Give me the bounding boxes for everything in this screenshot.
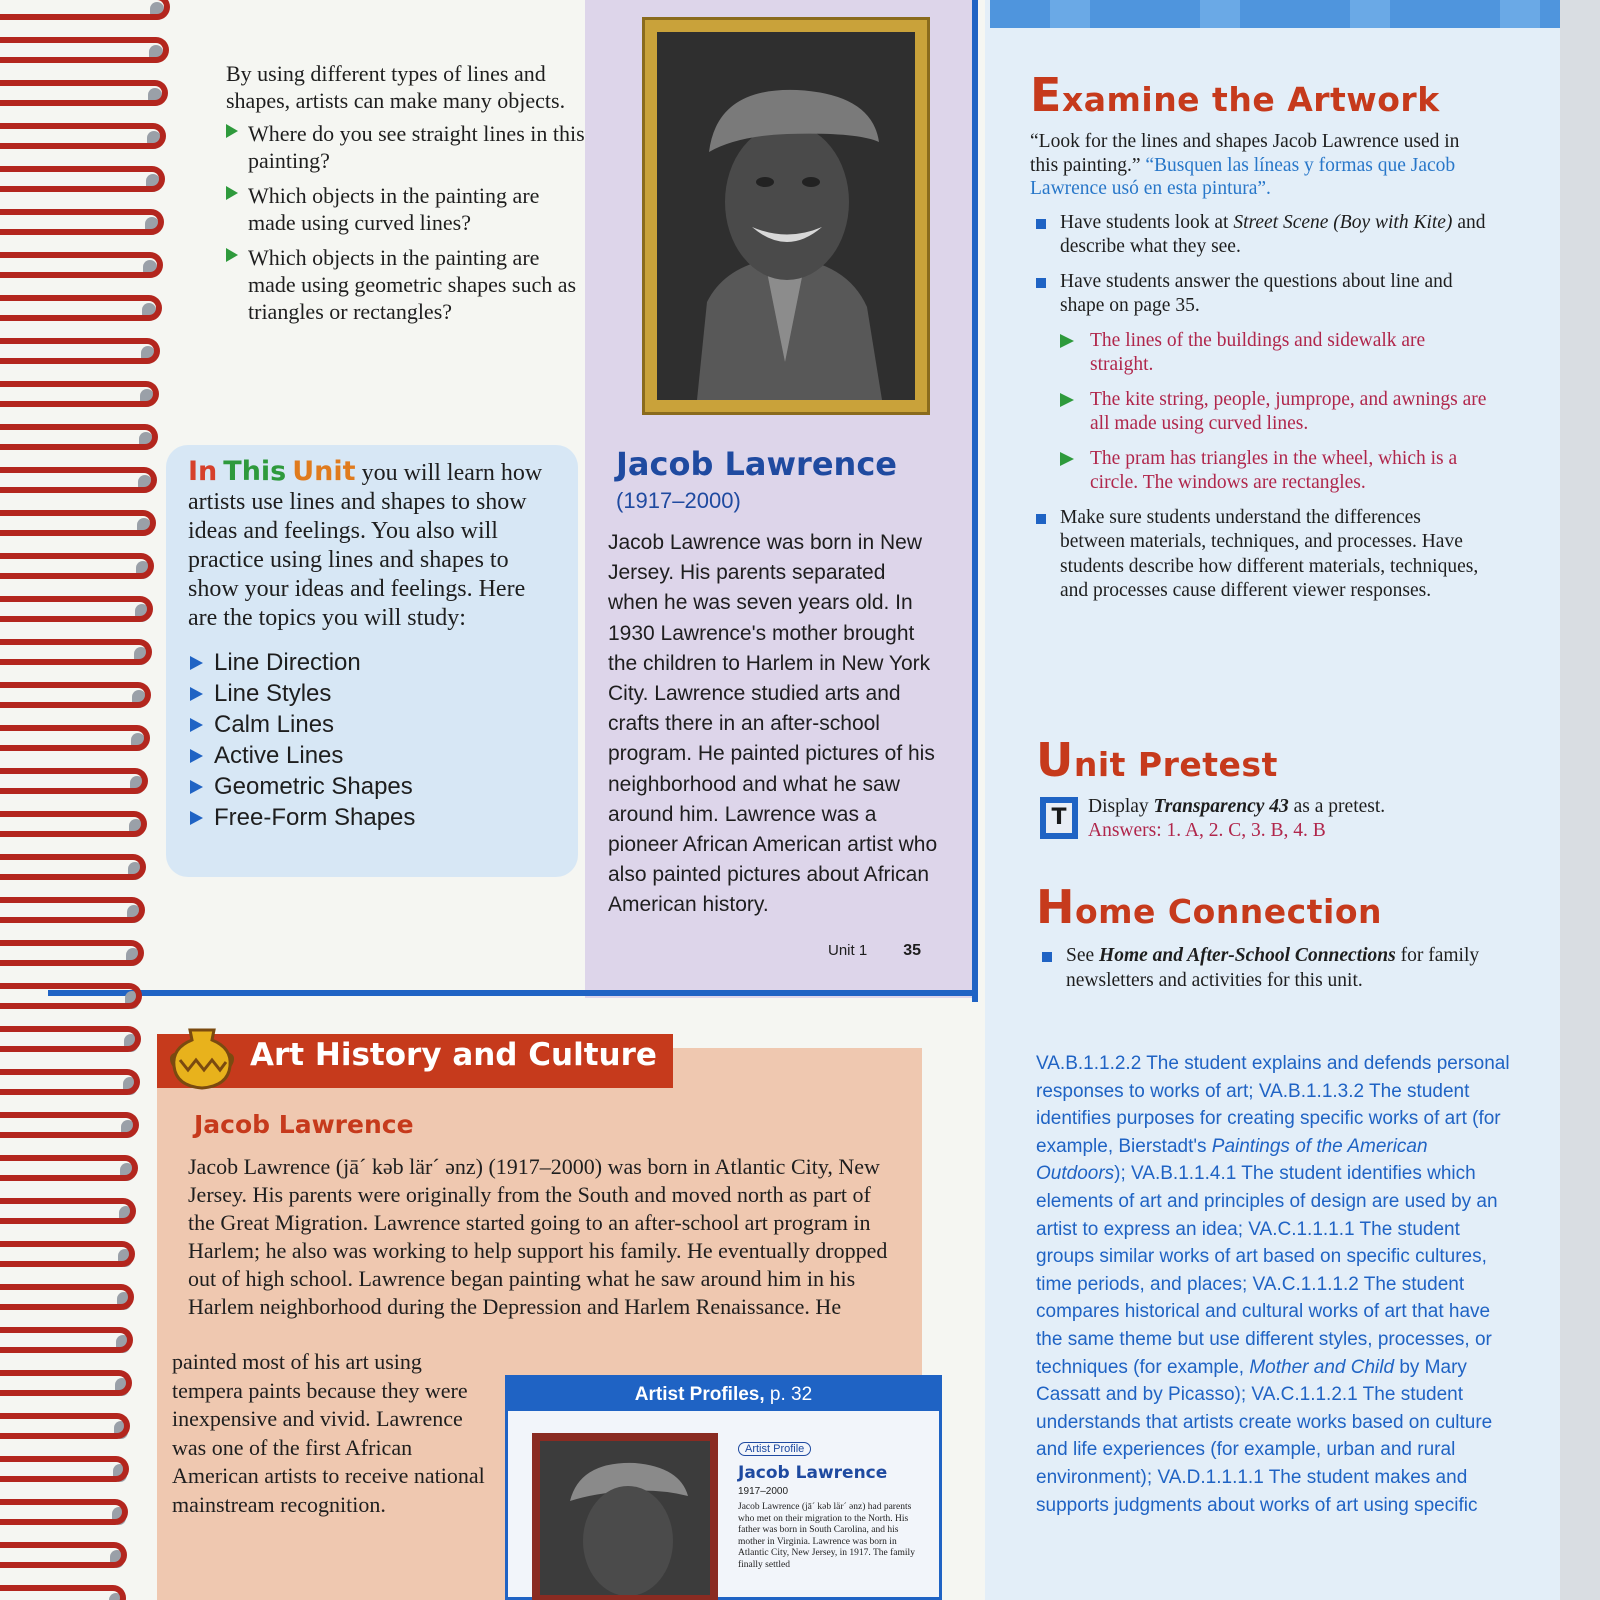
portrait-photo xyxy=(657,32,915,400)
artist-profile-tag: Artist Profile xyxy=(738,1442,811,1456)
binding-ring xyxy=(0,811,147,837)
pretest-row: T Display Transparency 43 as a pretest. Answers: 1. A, 2. C, 3. B, 4. B xyxy=(1036,795,1496,843)
question-item: Where do you see straight lines in this painting? xyxy=(226,120,586,174)
answer-list xyxy=(1060,329,1490,496)
intro-block xyxy=(226,60,586,333)
binding-ring xyxy=(0,1370,132,1396)
binding-ring xyxy=(0,467,157,493)
binding-ring xyxy=(0,983,142,1009)
home-heading: Home Connection xyxy=(1036,880,1382,934)
teacher-bullet: Have students look at Street Scene (Boy with Kite) and describe what they see. xyxy=(1030,211,1490,260)
square-bullet-icon xyxy=(1036,219,1046,229)
pretest-answers: Answers: 1. A, 2. C, 3. B, 4. B xyxy=(1088,820,1326,841)
topic-item: Geometric Shapes xyxy=(188,771,556,802)
answer-item: The lines of the buildings and sidewalk are straight. xyxy=(1060,329,1490,378)
teacher-bullet: Make sure students understand the differences between materials, techniques, and processes. Have students describe how different materials, techniques, and processes cause different viewer responses. xyxy=(1030,506,1490,604)
topic-item: Line Direction xyxy=(188,647,556,678)
square-bullet-icon xyxy=(1036,278,1046,288)
artist-profiles-band: Artist Profiles, p. 32 xyxy=(508,1378,939,1411)
binding-ring xyxy=(0,510,156,536)
binding-ring xyxy=(0,639,152,665)
binding-ring xyxy=(0,424,158,450)
examine-heading: Examine the Artwork xyxy=(1030,68,1440,122)
triangle-bullet-icon xyxy=(1060,334,1074,348)
page-border-rule xyxy=(972,0,978,1002)
binding-ring xyxy=(0,1585,126,1600)
question-list xyxy=(226,120,586,325)
home-connection-section xyxy=(1036,880,1496,1003)
binding-ring xyxy=(0,940,144,966)
in-this-unit-lead: In This Unit you will learn how artists use lines and shapes to show ideas and feelings. You also will practice using lines and shapes to show your ideas and feelings. Here are the topics you will study: xyxy=(188,456,543,631)
binding-ring xyxy=(0,897,145,923)
binding-ring xyxy=(0,1069,140,1095)
teacher-bullets xyxy=(1030,211,1490,604)
square-bullet-icon xyxy=(1036,514,1046,524)
triangle-bullet-icon xyxy=(226,124,238,138)
topic-item: Line Styles xyxy=(188,678,556,709)
binding-ring xyxy=(0,381,159,407)
binding-ring xyxy=(0,1112,139,1138)
spiral-binding xyxy=(0,0,200,1600)
in-this-unit-box xyxy=(166,445,578,877)
art-history-paragraph: Jacob Lawrence (jā´ kəb lär´ ənz) (1917–2000) was born in Atlantic City, New Jersey. His parents were originally from the South and moved north as part of the Great Migration. Lawrence started going to an after-school art program in Harlem; he also was working to help support his family. He eventually dropped out of high school. Lawrence began painting what he saw around him in his Harlem neighborhood during the Depression and Harlem Renaissance. He xyxy=(188,1154,888,1319)
binding-ring xyxy=(0,1155,138,1181)
answer-item: The kite string, people, jumprope, and awnings are all made using curved lines. xyxy=(1060,388,1490,437)
artist-profiles-card xyxy=(505,1375,942,1600)
intro-text: By using different types of lines and shapes, artists can make many objects. xyxy=(226,61,566,113)
binding-ring xyxy=(0,1026,141,1052)
binding-ring xyxy=(0,854,146,880)
binding-ring xyxy=(0,1456,129,1482)
binding-ring xyxy=(0,682,151,708)
decorative-paint-band xyxy=(990,0,1560,28)
binding-ring xyxy=(0,123,166,149)
binding-ring xyxy=(0,37,169,63)
binding-ring xyxy=(0,725,150,751)
artist-profile-body: Jacob Lawrence (jā´ kəb lär´ ənz) had parents who met on their migration to the North. His father was born in South Carolina, and his mother in Virginia. Lawrence was born in Atlantic City, New Jersey, in 1917. The family finally settled xyxy=(738,1502,915,1570)
binding-ring xyxy=(0,209,164,235)
binding-ring xyxy=(0,596,153,622)
binding-ring xyxy=(0,1198,136,1224)
artist-profile-dates: 1917–2000 xyxy=(738,1486,789,1497)
binding-ring xyxy=(0,1284,134,1310)
binding-ring xyxy=(0,1499,128,1525)
binding-ring xyxy=(0,80,168,106)
triangle-bullet-icon xyxy=(1060,393,1074,407)
topic-list xyxy=(188,647,556,833)
artist-profile-thumbnail xyxy=(532,1433,718,1600)
binding-ring xyxy=(0,338,160,364)
triangle-bullet-icon xyxy=(226,248,238,262)
triangle-bullet-icon xyxy=(226,186,238,200)
standards-text: VA.B.1.1.2.2 The student explains and defends personal responses to works of art; VA.B.1.1.3.2 The student identifies purposes for creating specific works of art (for example, Bierstadt's Paintings of the American Outdoors); VA.B.1.1.4.1 The student identifies which elements of art and principles of design are used by an artist to express an idea; VA.C.1.1.1.1 The student groups similar works of art based on specific cultures, time periods, and places; VA.C.1.1.1.2 The student compares historical and cultural works of art that have the same theme but use different styles, processes, or techniques (for example, Mother and Child by Mary Cassatt and by Picasso); VA.C.1.1.2.1 The student understands that artists create works based on culture and life experiences (for example, urban and rural environment); VA.D.1.1.1.1 The student makes and supports judgments about works of art using specific xyxy=(1036,1053,1510,1516)
binding-ring xyxy=(0,0,170,20)
question-item: Which objects in the painting are made using curved lines? xyxy=(226,182,586,236)
home-bullets xyxy=(1036,944,1496,993)
binding-ring xyxy=(0,1413,130,1439)
topic-item: Active Lines xyxy=(188,740,556,771)
unit-pretest-section xyxy=(1036,733,1496,843)
binding-ring xyxy=(0,1241,135,1267)
binding-ring xyxy=(0,295,162,321)
teacher-bullet: Have students answer the questions about line and shape on page 35. The lines of the buildings and sidewalk are straight. The kite string, people, jumprope, and awnings are all made using curved lines. The pram has triangles in the wheel, which is a circle. The windows are rectangles. xyxy=(1030,270,1490,496)
binding-ring xyxy=(0,166,165,192)
artist-profile-name: Jacob Lawrence xyxy=(738,1463,888,1483)
binding-ring xyxy=(0,1327,133,1353)
binding-ring xyxy=(0,1542,127,1568)
topic-item: Free-Form Shapes xyxy=(188,802,556,833)
artist-dates: (1917–2000) xyxy=(616,488,741,513)
artist-name: Jacob Lawrence xyxy=(616,445,897,483)
examine-quote: “Look for the lines and shapes Jacob Lawrence used in this painting.” “Busquen las líneas y formas que Jacob Lawrence usó en esta pintura”. xyxy=(1030,131,1460,199)
binding-ring xyxy=(0,553,154,579)
art-history-subtitle: Jacob Lawrence xyxy=(194,1110,414,1139)
pretest-heading: Unit Pretest xyxy=(1036,733,1278,787)
art-history-paragraph-continued: painted most of his art using tempera paints because they were inexpensive and vivid. Lawrence was one of the first African American artists to receive national mainstream recognition. xyxy=(172,1349,485,1517)
answer-item: The pram has triangles in the wheel, which is a circle. The windows are rectangles. xyxy=(1060,447,1490,496)
binding-ring xyxy=(0,252,163,278)
transparency-icon: T xyxy=(1040,797,1078,839)
binding-ring xyxy=(0,768,148,794)
triangle-bullet-icon xyxy=(1060,452,1074,466)
artist-bio-text: Jacob Lawrence was born in New Jersey. His parents separated when he was seven years old. In 1930 Lawrence's mother brought the children to Harlem in New York City. Lawrence studied arts and crafts there in an after-school program. He painted pictures of his neighborhood and what he saw around him. Lawrence was a pioneer African American artist who also painted pictures about African American history. xyxy=(608,531,938,917)
square-bullet-icon xyxy=(1042,952,1052,962)
art-history-title: Art History and Culture xyxy=(250,1037,657,1073)
artist-portrait xyxy=(645,20,927,412)
topic-item: Calm Lines xyxy=(188,709,556,740)
page-folio: Unit 1 35 xyxy=(828,942,921,959)
examine-the-artwork-section xyxy=(1030,68,1490,614)
thumbnail-photo xyxy=(540,1441,710,1595)
question-item: Which objects in the painting are made using geometric shapes such as triangles or rectangles? xyxy=(226,244,586,325)
home-bullet: See Home and After-School Connections for family newsletters and activities for this unit. xyxy=(1036,944,1496,993)
